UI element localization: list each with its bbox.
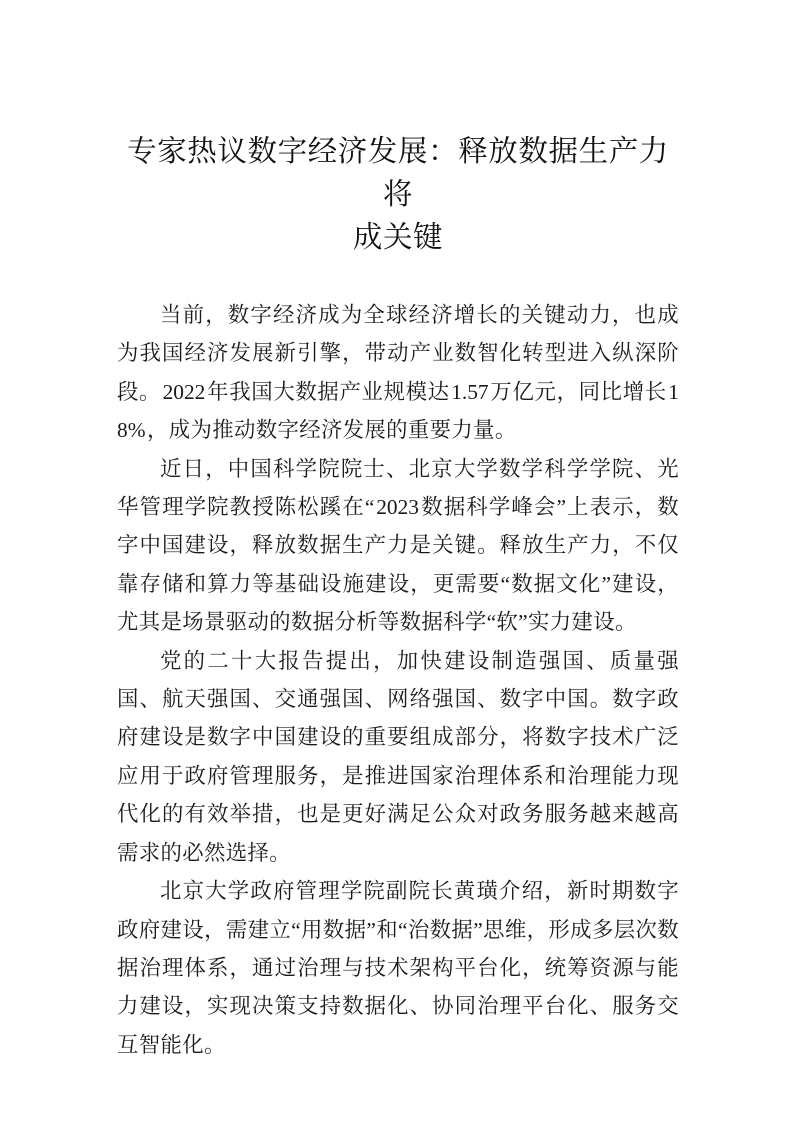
- inline-number: 1.57: [451, 379, 489, 404]
- inline-number: 18%: [117, 379, 679, 443]
- paragraph-2: 近日，中国科学院院士、北京大学数学科学学院、光华管理学院教授陈松蹊在“2023数据科学峰会”上表示，数字中国建设，释放数据生产力是关键。释放生产力，不仅靠存储和算力等基础设施建设，更需要“数据文化”建设，尤其是场景驱动的数据分析等数据科学“软”实力建设。: [117, 456, 679, 635]
- page-title: [117, 0, 679, 260]
- paragraph-4: 北京大学政府管理学院副院长黄璜介绍，新时期数字政府建设，需建立“用数据”和“治数据”思维，形成多层次数据治理体系，通过治理与技术架构平台化，统筹资源与能力建设，实现决策支持数据化、协同治理平台化、服务交互智能化。: [117, 879, 679, 1057]
- paragraph-1: 当前，数字经济成为全球经济增长的关键动力，也成为我国经济发展新引擎，带动产业数智化转型进入纵深阶段。2022年我国大数据产业规模达1.57万亿元，同比增长18%，成为推动数字经济发展的重要力量。: [117, 303, 679, 443]
- page-title-line-1: 专家热议数字经济发展：释放数据生产力将: [127, 136, 669, 211]
- paragraph-3: 党的二十大报告提出，加快建设制造强国、质量强国、航天强国、交通强国、网络强国、数字中国。数字政府建设是数字中国建设的重要组成部分，将数字技术广泛应用于政府管理服务，是推进国家治理体系和治理能力现代化的有效举措，也是更好满足公众对政务服务越来越高需求的必然选择。: [117, 648, 679, 865]
- page-title-line-2: 成关键: [352, 222, 444, 254]
- document-content-area: [117, 0, 679, 1064]
- article-body: [117, 296, 679, 1064]
- inline-number: 2022: [162, 379, 206, 404]
- inline-number: 2023: [376, 495, 419, 520]
